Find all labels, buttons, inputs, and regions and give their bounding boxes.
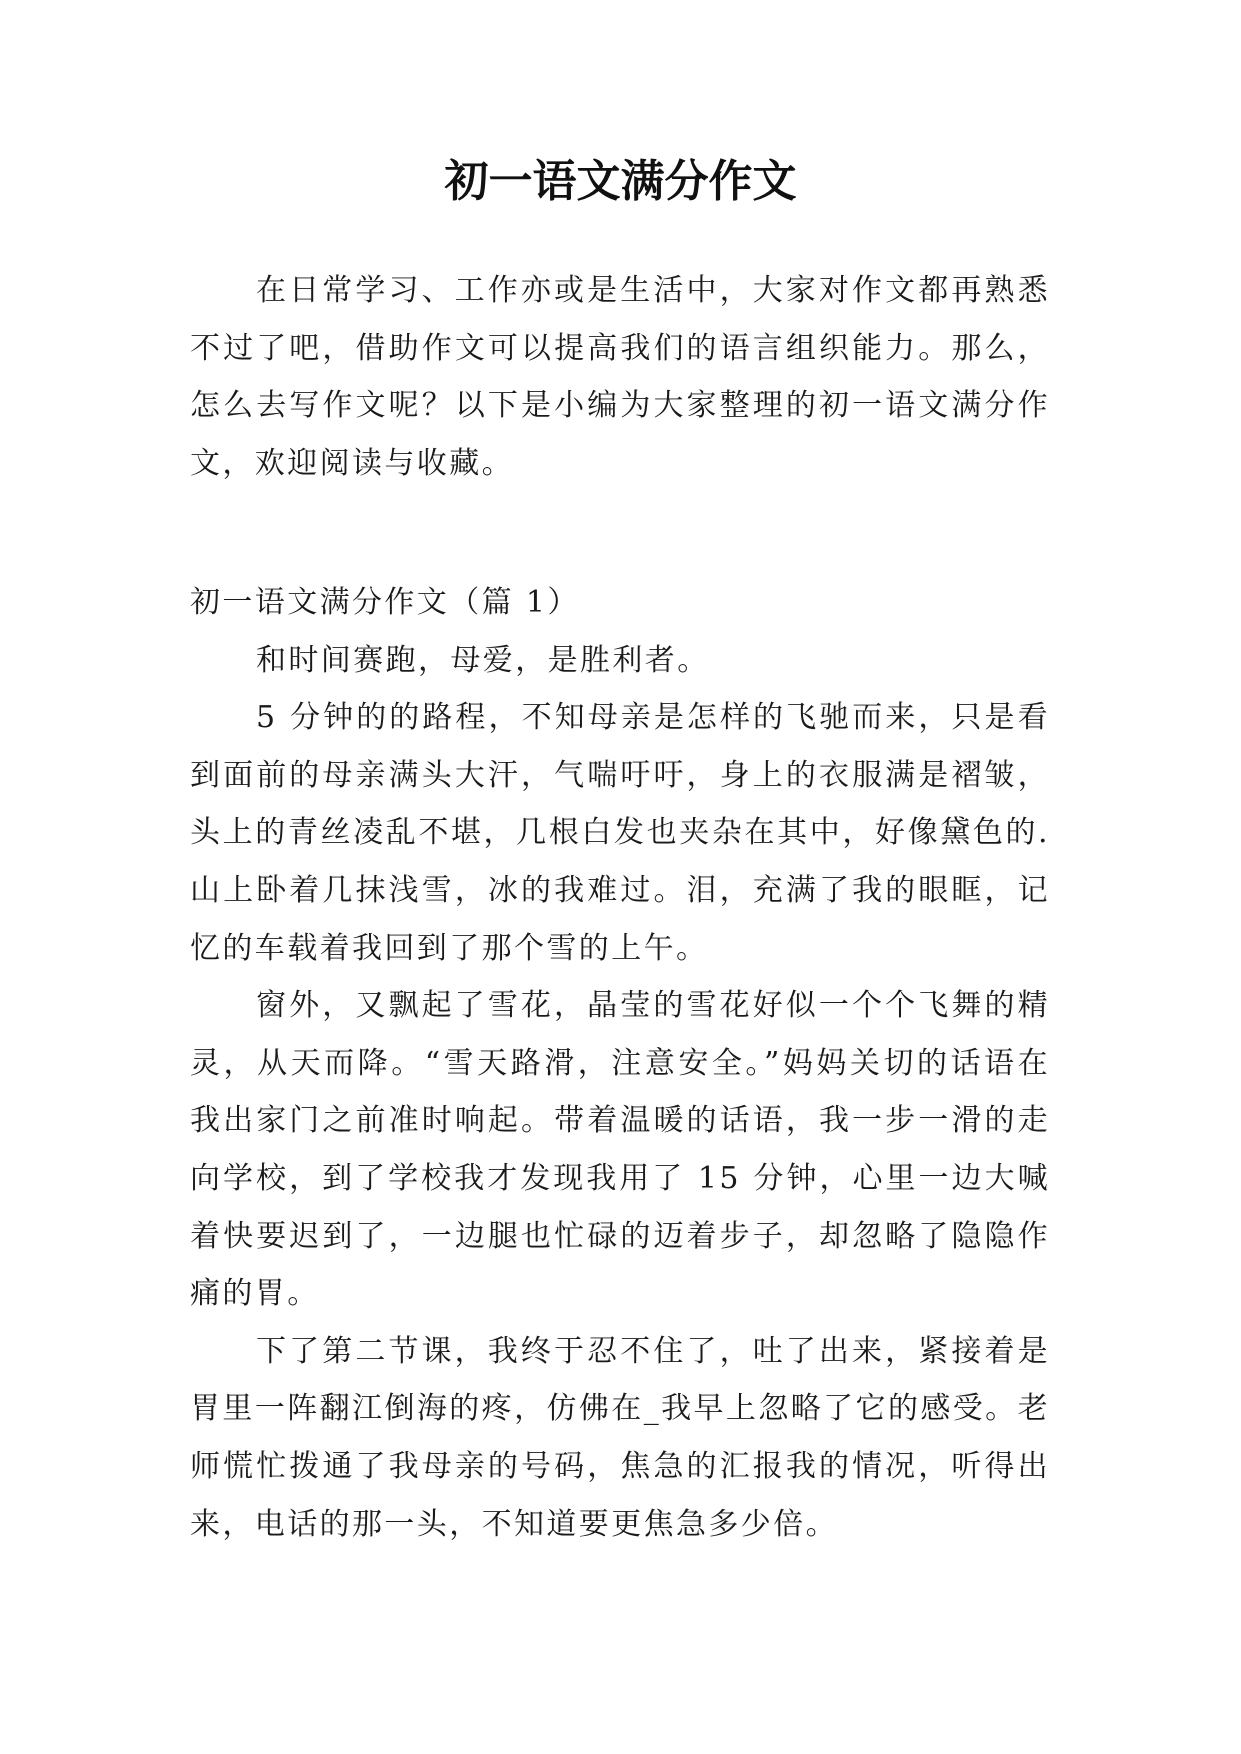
- intro-paragraph: 在日常学习、工作亦或是生活中，大家对作文都再熟悉不过了吧，借助作文可以提高我们的语言组织能力。那么，怎么去写作文呢？以下是小编为大家整理的初一语文满分作文，欢迎阅读与收藏。: [190, 273, 1050, 481]
- section-heading: 初一语文满分作文（篇 1）: [190, 585, 580, 620]
- article-body: [190, 574, 1050, 1553]
- document-title: 初一语文满分作文: [444, 156, 797, 207]
- body-paragraph: 5 分钟的的路程，不知母亲是怎样的飞驰而来，只是看到面前的母亲满头大汗，气喘吁吁，身上的衣服满是褶皱，头上的青丝凌乱不堪，几根白发也夹杂在其中，好像黛色的.山上卧着几抹浅雪，冰的我难过。泪，充满了我的眼眶，记忆的车载着我回到了那个雪的上午。: [190, 700, 1050, 966]
- body-paragraph: 和时间赛跑，母爱，是胜利者。: [256, 642, 710, 678]
- body-paragraph: 下了第二节课，我终于忍不住了，吐了出来，紧接着是胃里一阵翻江倒海的疼，仿佛在_我早上忽略了它的感受。老师慌忙拨通了我母亲的号码，焦急的汇报我的情况，听得出来，电话的那一头，不知道要更焦急多少倍。: [190, 1333, 1050, 1542]
- body-paragraph: 窗外，又飘起了雪花，晶莹的雪花好似一个个飞舞的精灵，从天而降。“雪天路滑，注意安全。”妈妈关切的话语在我出家门之前准时响起。带着温暖的话语，我一步一滑的走向学校，到了学校我才发现我用了 15 分钟，心里一边大喊着快要迟到了，一边腿也忙碌的迈着步子，却忽略了隐隐作痛的胃。: [190, 988, 1050, 1312]
